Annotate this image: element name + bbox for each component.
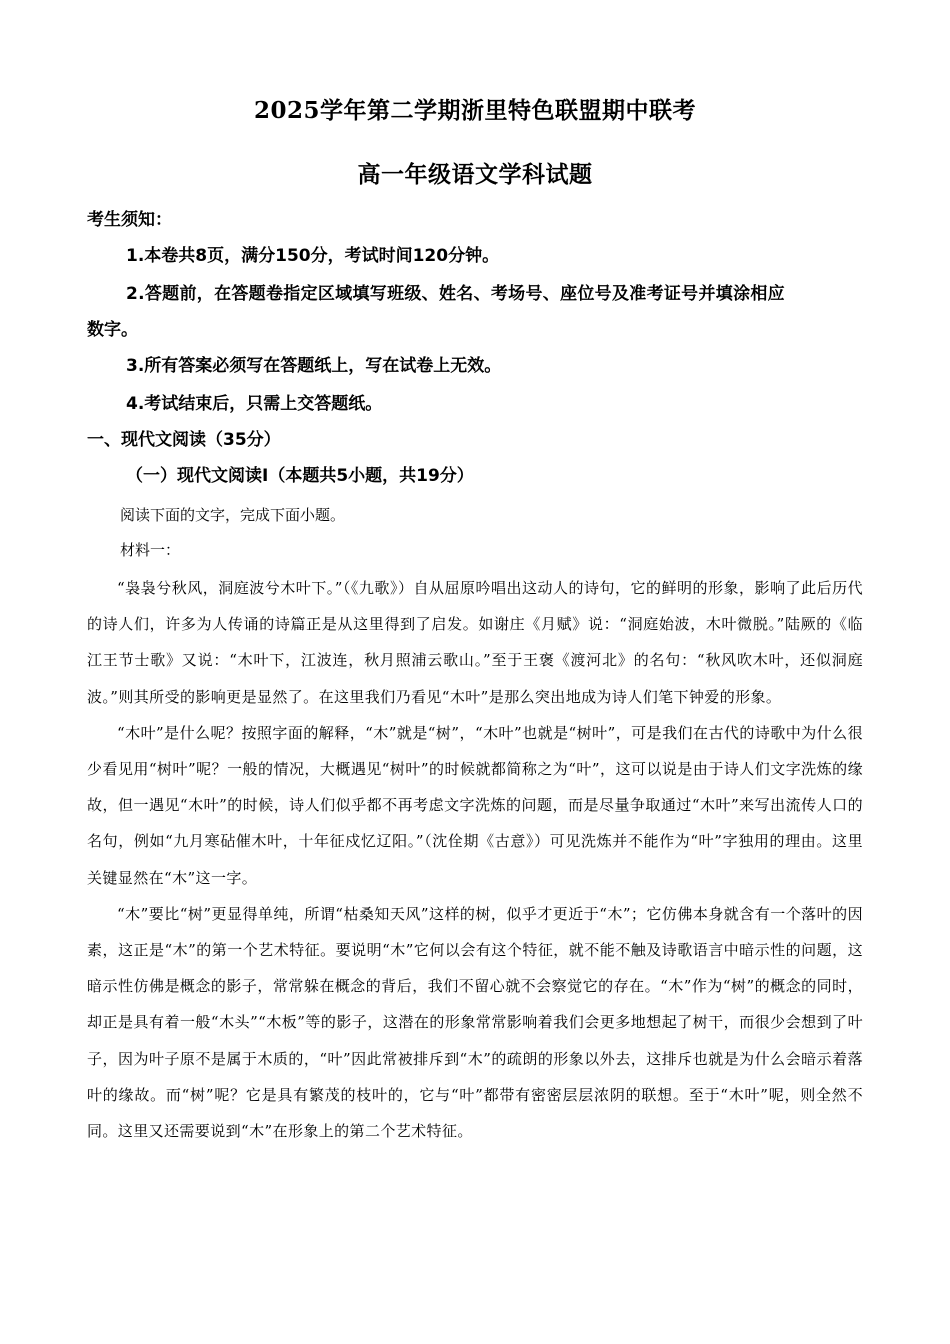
exam-title: 2025学年第二学期浙里特色联盟期中联考: [253, 97, 696, 124]
reading-instruction: 阅读下面的文字，完成下面小题。: [120, 506, 346, 524]
material-paragraph-3: “木”要比“树”更显得单纯，所谓“枯桑知天风”这样的树，似乎才更近于“木”；它仿佛本身就含有一个落叶的因素，这正是“木”的第一个艺术特征。要说明“木”它何以会有这个特征，就不能不触及诗歌语言中暗示性的问题，这暗示性仿佛是概念的影子，常常躲在概念的背后，我们不留心就不会察觉它的存在。“木”作为“树”的概念的同时，却正是具有着一般“木头”“木板”等的影子，这潜在的形象常常影响着我们会更多地想起了树干，而很少会想到了叶子，因为叶子原不是属于木质的，“叶”因此常被排斥到“木”的疏朗的形象以外去，这排斥也就是为什么会暗示着落叶的缘故。而“树”呢？它是具有繁茂的枝叶的，它与“叶”都带有密密层层浓阴的联想。至于“木叶”呢，则全然不同。这里又还需要说到“木”在形象上的第二个艺术特征。: [87, 904, 863, 1141]
material-text: [87, 570, 863, 1149]
material-paragraph-1: “袅袅兮秋风，洞庭波兮木叶下。”（《九歌》）自从屈原吟唱出这动人的诗句，它的鲜明的形象，影响了此后历代的诗人们，许多为人传诵的诗篇正是从这里得到了启发。如谢庄《月赋》说：“洞庭始波，木叶微脱。”陆厥的《临江王节士歌》又说：“木叶下，江波连，秋月照浦云歌山。”至于王褒《渡河北》的名句：“秋风吹木叶，还似洞庭波。”则其所受的影响更是显然了。在这里我们乃看见“木叶”是那么突出地成为诗人们笔下钟爱的形象。: [87, 579, 863, 706]
notice-item-2-line-1: 2.答题前，在答题卷指定区域填写班级、姓名、考场号、座位号及准考证号并填涂相应: [126, 284, 785, 304]
notice-item-4: 4.考试结束后，只需上交答题纸。: [126, 394, 383, 414]
material-label: 材料一：: [120, 541, 181, 559]
notice-item-3: 3.所有答案必须写在答题纸上，写在试卷上无效。: [126, 356, 502, 376]
material-paragraph-2: “木叶”是什么呢？按照字面的解释，“木”就是“树”，“木叶”也就是“树叶”，可是我们在古代的诗歌中为什么很少看见用“树叶”呢？一般的情况，大概遇见“树叶”的时候就都简称之为“叶”，这可以说是由于诗人们文字洗炼的缘故，但一遇见“木叶”的时候，诗人们似乎都不再考虑文字洗炼的问题，而是尽量争取通过“木叶”来写出流传人口的名句，例如“九月寒砧催木叶，十年征戍忆辽阳。”（沈佺期《古意》）可见洗炼并不能作为“叶”字独用的理由。这里关键显然在“木”这一字。: [87, 723, 863, 887]
notice-heading: 考生须知：: [87, 210, 172, 230]
subsection-heading: （一）现代文阅读Ⅰ（本题共5小题，共19分）: [126, 466, 474, 486]
notice-item-2-line-2: 数字。: [87, 320, 138, 340]
notice-item-1: 1.本卷共8页，满分150分，考试时间120分钟。: [126, 246, 500, 266]
section-heading: 一、现代文阅读（35分）: [87, 430, 281, 450]
exam-subtitle: 高一年级语文学科试题: [357, 161, 593, 188]
